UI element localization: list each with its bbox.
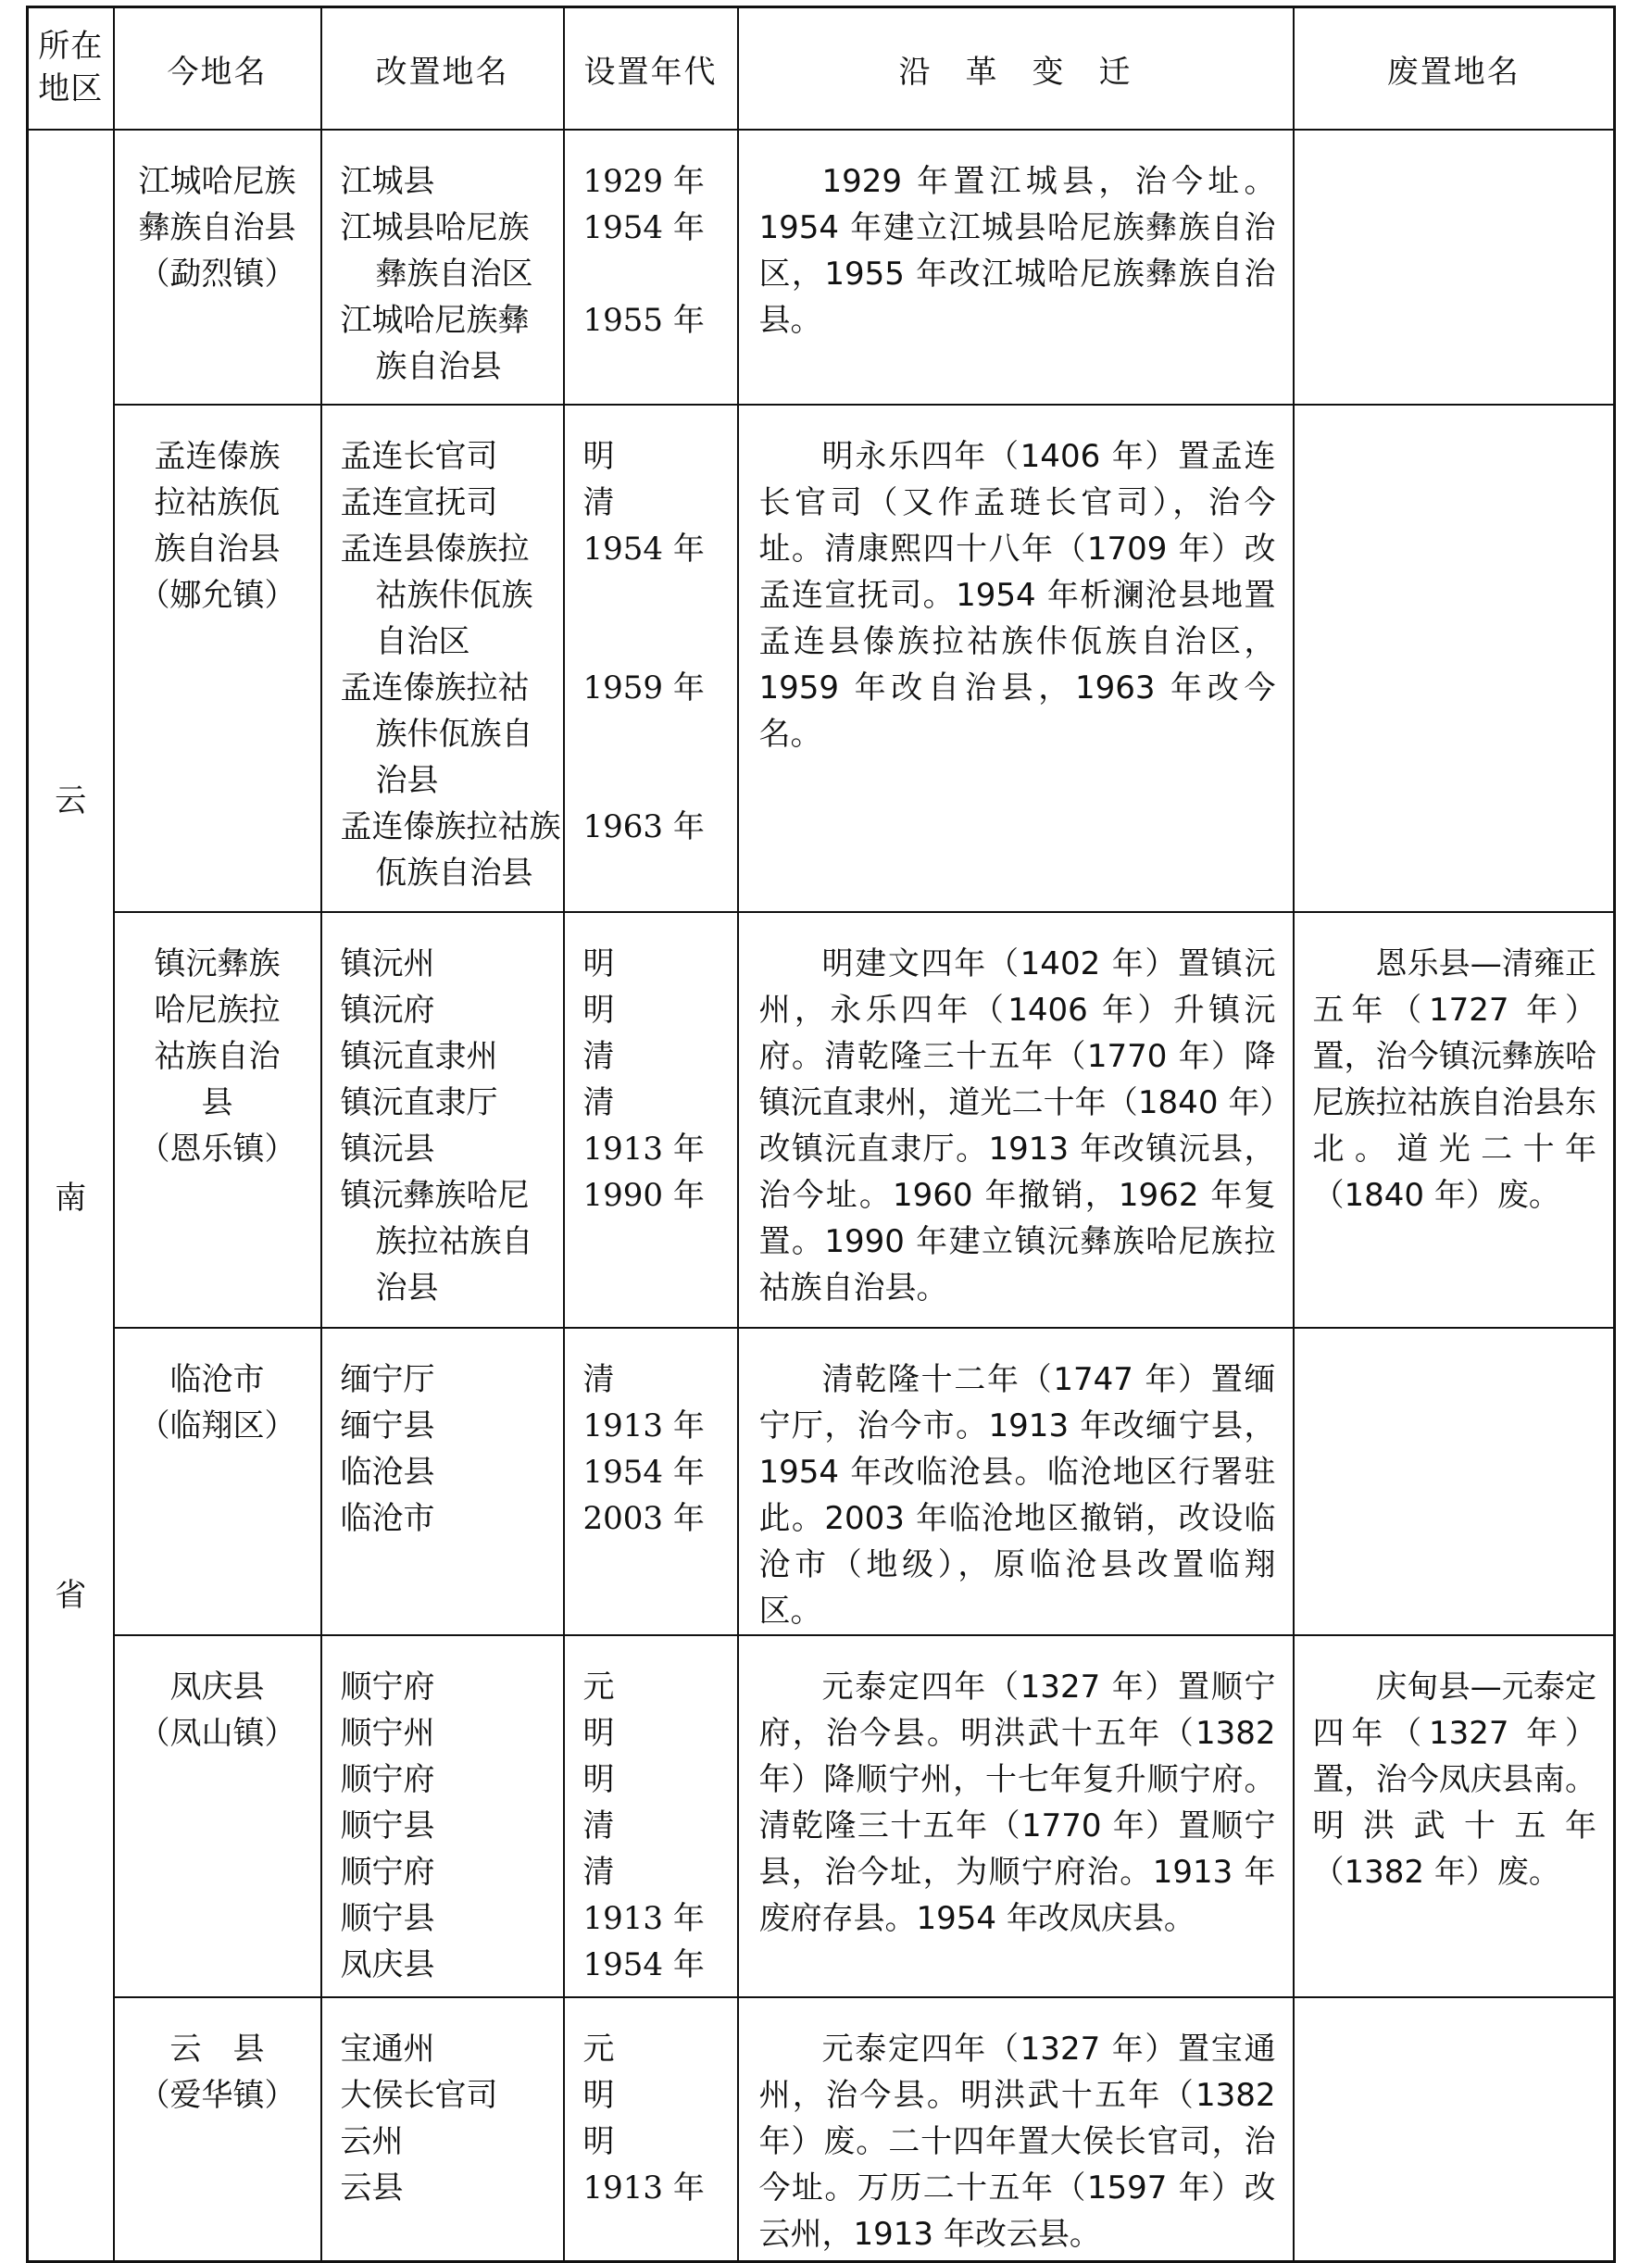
current-name-cell [114, 1328, 321, 1635]
former-name-line: 临沧县 [340, 1454, 435, 1491]
year-line: 1913 年 [582, 2169, 705, 2207]
header-former-name: 改置地名 [321, 7, 564, 131]
region-char: 省 [55, 1577, 87, 1615]
year-line: 1954 年 [582, 1454, 705, 1491]
year-cell [564, 405, 738, 912]
year-line: 清 [582, 1854, 615, 1891]
abandoned-cell [1294, 405, 1615, 912]
year-line [583, 1265, 724, 1311]
current-name-line: 拉祜族佤 [154, 484, 281, 521]
former-name-line: 临沧市 [340, 1500, 435, 1537]
former-name-line: 彝族自治区 [375, 256, 533, 293]
year-line: 1963 年 [582, 808, 705, 845]
former-name-line: 凤庆县 [340, 1946, 435, 1983]
year-line: 清 [582, 484, 615, 521]
former-name-cell [321, 405, 564, 912]
former-name-line: 大侯长官司 [340, 2077, 498, 2114]
year-line: 1929 年 [582, 163, 705, 200]
header-region: 所在地区 [28, 7, 114, 131]
year-line [583, 850, 724, 896]
current-name-cell [114, 405, 321, 912]
current-name-line: 江城哈尼族 [138, 163, 296, 200]
year-line: 明 [582, 1715, 615, 1752]
year-line [583, 1219, 724, 1265]
former-name-line: 治县 [375, 1269, 439, 1307]
former-name-line: 顺宁县 [340, 1807, 435, 1844]
year-line: 1913 年 [582, 1407, 705, 1444]
current-name-line: 哈尼族拉 [154, 992, 281, 1029]
year-line: 清 [582, 1361, 615, 1398]
abandoned-cell [1294, 130, 1615, 405]
former-name-line: 族佧佤族自 [375, 716, 533, 753]
table-row [28, 912, 1615, 1328]
year-line: 1954 年 [582, 531, 705, 568]
former-name-line: 治县 [375, 762, 439, 799]
table-row [28, 130, 1615, 405]
history-cell: 清乾隆十二年（1747 年）置缅宁厅，治今市。1913 年改缅宁县，1954 年改临沧县。临沧地区行署驻此。2003 年临沧地区撤销，改设临沧市（地级），原临沧县改置临翔区。 [738, 1328, 1294, 1635]
current-name-cell [114, 1997, 321, 2261]
former-name-line: 孟连宣抚司 [340, 484, 498, 521]
history-cell: 1929 年置江城县，治今址。1954 年建立江城县哈尼族彝族自治区，1955 年改江城哈尼族彝族自治县。 [738, 130, 1294, 405]
former-name-line: 镇沅州 [340, 945, 435, 982]
table-row [28, 1635, 1615, 1997]
year-line [583, 757, 724, 804]
current-name-line: （勐烈镇） [138, 256, 296, 293]
history-cell: 明永乐四年（1406 年）置孟连长官司（又作孟琏长官司），治今址。清康熙四十八年（1709 年）改孟连宣抚司。1954 年析澜沧县地置孟连县傣族拉祜族佧佤族自治区，1959 年改自治县，1963 年改今名。 [738, 405, 1294, 912]
former-name-line: 孟连傣族拉祜 [340, 669, 530, 706]
former-name-line: 镇沅县 [340, 1131, 435, 1168]
table-row [28, 1328, 1615, 1635]
year-line: 1913 年 [582, 1900, 705, 1937]
current-name-line: （爱华镇） [138, 2077, 296, 2114]
year-line: 清 [582, 1807, 615, 1844]
year-line: 明 [582, 1761, 615, 1798]
year-cell [564, 912, 738, 1328]
former-name-cell [321, 1997, 564, 2261]
header-history: 沿 革 变 迁 [738, 7, 1294, 131]
year-line: 1990 年 [582, 1177, 705, 1214]
former-name-line: 镇沅彝族哈尼 [340, 1177, 530, 1214]
year-line: 元 [582, 2031, 615, 2068]
abandoned-cell [1294, 1328, 1615, 1635]
former-name-line: 江城县哈尼族 [340, 209, 530, 246]
header-abandoned: 废置地名 [1294, 7, 1615, 131]
year-line [583, 251, 724, 297]
former-name-line: 孟连长官司 [340, 438, 498, 475]
year-line: 明 [582, 438, 615, 475]
former-name-cell [321, 1635, 564, 1997]
former-name-line: 云县 [340, 2169, 404, 2207]
year-cell [564, 130, 738, 405]
place-name-table [26, 6, 1616, 2263]
abandoned-cell: 庆甸县—元泰定四年（1327 年）置，治今凤庆县南。明洪武十五年（1382 年）废。 [1294, 1635, 1615, 1997]
current-name-line: 族自治县 [154, 531, 281, 568]
former-name-cell [321, 130, 564, 405]
former-name-line: 镇沅直隶厅 [340, 1084, 498, 1121]
former-name-line: 族拉祜族自 [375, 1223, 533, 1260]
former-name-line: 江城县 [340, 163, 435, 200]
current-name-line: 云 县 [169, 2031, 265, 2068]
former-name-line: 镇沅直隶州 [340, 1038, 498, 1075]
region-char: 云 [55, 782, 87, 820]
region-char: 南 [55, 1180, 87, 1218]
region-cell [28, 130, 114, 2261]
year-line [583, 572, 724, 619]
former-name-line: 镇沅府 [340, 992, 435, 1029]
year-line: 元 [582, 1669, 615, 1706]
year-line: 1959 年 [582, 669, 705, 706]
current-name-line: （临翔区） [138, 1407, 296, 1444]
year-line: 1955 年 [582, 302, 705, 339]
current-name-line: 祜族自治 [154, 1038, 281, 1075]
former-name-line: 祜族佧佤族 [375, 577, 533, 614]
current-name-line: 镇沅彝族 [154, 945, 281, 982]
header-year: 设置年代 [564, 7, 738, 131]
year-line [583, 619, 724, 665]
former-name-line: 孟连傣族拉祜族 [340, 808, 561, 845]
former-name-line: 江城哈尼族彝 [340, 302, 530, 339]
year-line: 1954 年 [582, 209, 705, 246]
table-row [28, 405, 1615, 912]
current-name-line: 孟连傣族 [154, 438, 281, 475]
abandoned-cell [1294, 1997, 1615, 2261]
document-page [26, 6, 1613, 2263]
year-line: 1954 年 [582, 1946, 705, 1983]
former-name-line: 顺宁府 [340, 1669, 435, 1706]
former-name-cell [321, 1328, 564, 1635]
former-name-line: 顺宁县 [340, 1900, 435, 1937]
year-cell [564, 1635, 738, 1997]
year-cell [564, 1997, 738, 2261]
year-line: 清 [582, 1084, 615, 1121]
current-name-line: 凤庆县 [169, 1669, 265, 1706]
year-line [583, 344, 724, 390]
year-line [583, 711, 724, 757]
current-name-line: 临沧市 [169, 1361, 265, 1398]
year-line: 明 [582, 2077, 615, 2114]
year-cell [564, 1328, 738, 1635]
history-cell: 元泰定四年（1327 年）置宝通州，治今县。明洪武十五年（1382 年）废。二十四年置大侯长官司，治今址。万历二十五年（1597 年）改云州，1913 年改云县。 [738, 1997, 1294, 2261]
year-line: 明 [582, 2123, 615, 2160]
former-name-cell [321, 912, 564, 1328]
former-name-line: 族自治县 [375, 348, 502, 385]
former-name-line: 缅宁县 [340, 1407, 435, 1444]
current-name-cell [114, 1635, 321, 1997]
former-name-line: 顺宁府 [340, 1854, 435, 1891]
former-name-line: 缅宁厅 [340, 1361, 435, 1398]
header-current-name: 今地名 [114, 7, 321, 131]
current-name-cell [114, 130, 321, 405]
former-name-line: 顺宁府 [340, 1761, 435, 1798]
year-line: 明 [582, 945, 615, 982]
current-name-line: （凤山镇） [138, 1715, 296, 1752]
current-name-line: （恩乐镇） [138, 1131, 296, 1168]
former-name-line: 孟连县傣族拉 [340, 531, 530, 568]
current-name-line: 彝族自治县 [138, 209, 296, 246]
history-cell: 元泰定四年（1327 年）置顺宁府，治今县。明洪武十五年（1382 年）降顺宁州，十七年复升顺宁府。清乾隆三十五年（1770 年）置顺宁县，治今址，为顺宁府治。1913 年废府存县。1954 年改凤庆县。 [738, 1635, 1294, 1997]
current-name-line: （娜允镇） [138, 577, 296, 614]
former-name-line: 宝通州 [340, 2031, 435, 2068]
current-name-cell [114, 912, 321, 1328]
history-cell: 明建文四年（1402 年）置镇沅州，永乐四年（1406 年）升镇沅府。清乾隆三十五年（1770 年）降镇沅直隶州，道光二十年（1840 年）改镇沅直隶厅。1913 年改镇沅县，治今址。1960 年撤销，1962 年复置。1990 年建立镇沅彝族哈尼族拉祜族自治县。 [738, 912, 1294, 1328]
header-row [28, 7, 1615, 131]
current-name-line: 县 [201, 1084, 233, 1121]
year-line: 清 [582, 1038, 615, 1075]
year-line: 2003 年 [582, 1500, 705, 1537]
table-row [28, 1997, 1615, 2261]
year-line: 1913 年 [582, 1131, 705, 1168]
former-name-line: 自治区 [375, 623, 470, 660]
abandoned-cell: 恩乐县—清雍正五年（1727 年）置，治今镇沅彝族哈尼族拉祜族自治县东北。道光二十年（1840 年）废。 [1294, 912, 1615, 1328]
year-line: 明 [582, 992, 615, 1029]
former-name-line: 顺宁州 [340, 1715, 435, 1752]
former-name-line: 佤族自治县 [375, 855, 533, 892]
former-name-line: 云州 [340, 2123, 404, 2160]
